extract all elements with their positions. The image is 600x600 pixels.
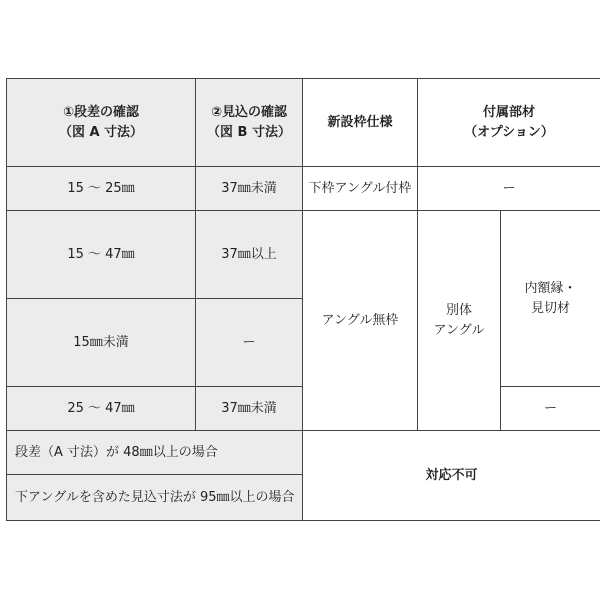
note-depth-over: 下アングルを含めた見込寸法が 95㎜以上の場合 [7, 475, 303, 521]
cell-step: 25 ～ 47㎜ [7, 387, 196, 431]
header-step-check-sub: （図 A 寸法） [58, 124, 144, 140]
inner-trim-line1: 内額縁・ [524, 280, 577, 296]
inner-trim-line2: 見切材 [530, 300, 570, 316]
separate-angle-line2: アングル [433, 322, 485, 338]
header-accessory-sub: （オプション） [464, 124, 554, 140]
cell-option-sub: ー [501, 387, 600, 431]
header-step-check [7, 79, 196, 167]
header-depth-check-sub: （図 B 寸法） [207, 124, 291, 140]
cell-separate-angle [418, 211, 501, 431]
table-header-row [7, 79, 600, 167]
cell-depth: 37㎜未満 [196, 167, 303, 211]
cell-depth: 37㎜以上 [196, 211, 303, 299]
table-row [7, 167, 600, 211]
note-step-over: 段差（A 寸法）が 48㎜以上の場合 [7, 431, 303, 475]
header-depth-check-title: ②見込の確認 [210, 104, 287, 120]
cell-step: 15 ～ 25㎜ [7, 167, 196, 211]
header-frame-spec: 新設枠仕様 [303, 79, 418, 167]
header-accessory-title: 付属部材 [482, 104, 535, 120]
cell-step: 15㎜未満 [7, 299, 196, 387]
table-row [7, 431, 600, 475]
table-row [7, 211, 600, 299]
cell-depth: 37㎜未満 [196, 387, 303, 431]
separate-angle-line1: 別体 [445, 302, 472, 318]
header-accessory [418, 79, 600, 167]
cell-frame-merged: アングル無枠 [303, 211, 418, 431]
cell-frame: 下枠アングル付枠 [303, 167, 418, 211]
cell-inner-trim [501, 211, 600, 387]
header-step-check-title: ①段差の確認 [62, 104, 139, 120]
cell-not-supported: 対応不可 [303, 431, 600, 521]
cell-depth: ー [196, 299, 303, 387]
spec-table [6, 78, 600, 521]
header-depth-check [196, 79, 303, 167]
cell-step: 15 ～ 47㎜ [7, 211, 196, 299]
cell-option: ー [418, 167, 600, 211]
